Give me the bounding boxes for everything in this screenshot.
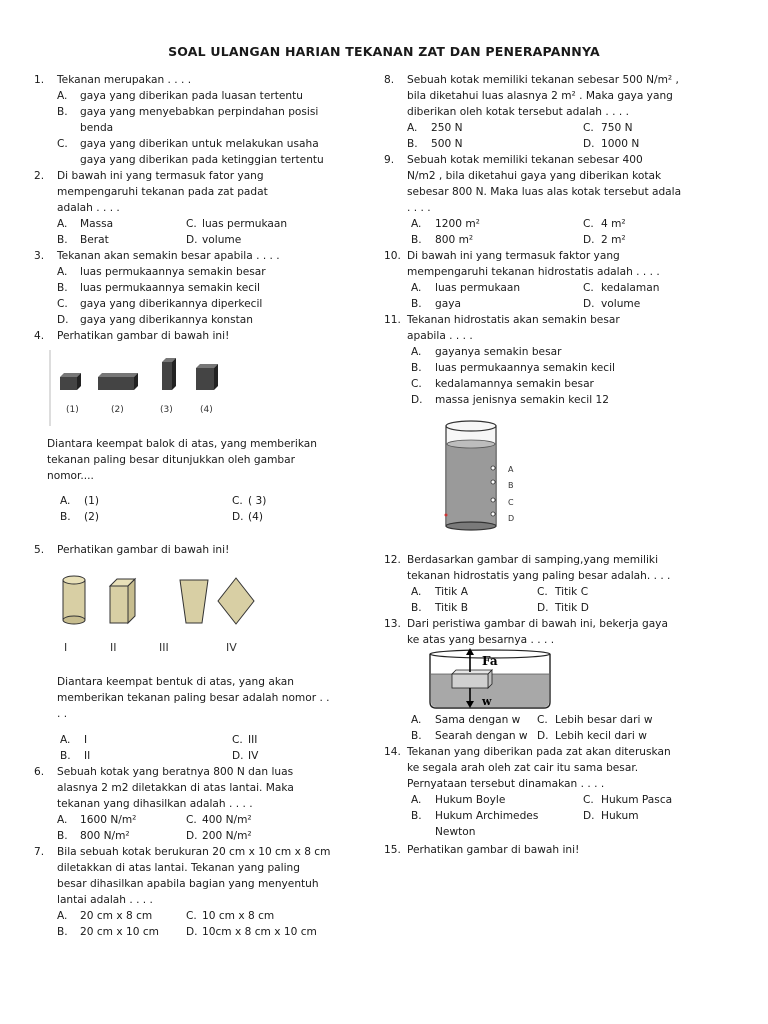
q6-text-1: Sebuah kotak yang beratnya 800 N dan luas <box>57 766 294 778</box>
q11-text-2: apabila . . . . <box>407 330 473 342</box>
q7-text-1: Bila sebuah kotak berukuran 20 cm x 10 cm x 8 cm <box>57 846 331 858</box>
q4-text-2: Diantara keempat balok di atas, yang memberikan <box>47 438 318 450</box>
q3-option-b: luas permukaannya semakin kecil <box>80 282 260 294</box>
q7-option-c: 10 cm x 8 cm <box>202 910 275 922</box>
block-2-icon <box>98 373 138 390</box>
q14-text-3: Pernyataan tersebut dinamakan . . . . <box>407 778 605 790</box>
q3-option-a-letter: A. <box>57 266 68 278</box>
q4-option-b: (2) <box>84 511 100 523</box>
q6-option-b: 800 N/m² <box>80 830 130 842</box>
q6-option-a-letter: A. <box>57 814 68 826</box>
q14-option-c-letter: C. <box>583 794 594 806</box>
q5-shapes-figure <box>50 566 270 660</box>
q9-option-b: 800 m² <box>435 234 474 246</box>
q15-text: Perhatikan gambar di bawah ini! <box>407 844 580 856</box>
q4-option-c: ( 3) <box>248 495 267 507</box>
point-b-dot <box>491 480 495 484</box>
q9-option-d-letter: D. <box>583 234 595 246</box>
q12-number: 12. <box>384 554 401 566</box>
q14-text-1: Tekanan yang diberikan pada zat akan diteruskan <box>407 746 671 758</box>
q4-option-d: (4) <box>248 511 264 523</box>
q13-option-c-letter: C. <box>537 714 548 726</box>
q1-option-b-letter: B. <box>57 106 68 118</box>
q7-option-a: 20 cm x 8 cm <box>80 910 153 922</box>
q9-text-2: N/m2 , bila diketahui gaya yang diberikan kotak <box>407 170 662 182</box>
q4-option-b-letter: B. <box>60 511 71 523</box>
q5-number: 5. <box>34 544 45 556</box>
q14-option-c: Hukum Pasca <box>601 794 673 806</box>
q3-option-c: gaya yang diberikannya diperkecil <box>80 298 263 310</box>
block-4-icon <box>196 364 218 390</box>
q12-option-a-letter: A. <box>411 586 422 598</box>
q2-option-a: Massa <box>80 218 114 230</box>
q1-text: Tekanan merupakan . . . . <box>57 74 192 86</box>
q10-option-d: volume <box>601 298 641 310</box>
q14-option-d-letter: D. <box>583 810 595 822</box>
q2-option-b-letter: B. <box>57 234 68 246</box>
q10-option-c: kedalaman <box>601 282 660 294</box>
q9-option-c-letter: C. <box>583 218 594 230</box>
q10-text-1: Di bawah ini yang termasuk faktor yang <box>407 250 620 262</box>
water-tank-figure <box>438 420 528 532</box>
q6-option-b-letter: B. <box>57 830 68 842</box>
q4-option-a: (1) <box>84 495 100 507</box>
q6-option-d-letter: D. <box>186 830 198 842</box>
q1-option-a-letter: A. <box>57 90 68 102</box>
point-d-dot <box>491 512 495 516</box>
q11-option-c: kedalamannya semakin besar <box>435 378 594 390</box>
q8-option-b: 500 N <box>431 138 463 150</box>
force-fa-label: Fa <box>482 654 498 668</box>
q12-option-c: Titik C <box>555 586 589 598</box>
q2-option-d-letter: D. <box>186 234 198 246</box>
q1-option-c-letter: C. <box>57 138 68 150</box>
q3-option-d: gaya yang diberikannya konstan <box>80 314 253 326</box>
point-a-dot <box>491 466 495 470</box>
q13-option-a-letter: A. <box>411 714 422 726</box>
q13-option-b-letter: B. <box>411 730 422 742</box>
q5-option-d: IV <box>248 750 259 762</box>
q3-option-d-letter: D. <box>57 314 69 326</box>
q10-option-b: gaya <box>435 298 461 310</box>
q9-text-4: . . . . <box>407 202 431 214</box>
q4-text-3: tekanan paling besar ditunjukkan oleh gambar <box>47 454 295 466</box>
q5-option-c-letter: C. <box>232 734 243 746</box>
cuboid-icon <box>110 579 135 623</box>
point-d-label: D <box>508 514 515 523</box>
q8-text-1: Sebuah kotak memiliki tekanan sebesar 500 N/m² , <box>407 74 679 86</box>
q14-option-a-letter: A. <box>411 794 422 806</box>
page-title: SOAL ULANGAN HARIAN TEKANAN ZAT DAN PENERAPANNYA <box>168 44 600 59</box>
q4-number: 4. <box>34 330 45 342</box>
q10-option-c-letter: C. <box>583 282 594 294</box>
q11-option-d: massa jenisnya semakin kecil 12 <box>435 394 610 406</box>
q5-text-3: memberikan tekanan paling besar adalah nomor . . <box>57 692 330 704</box>
q12-text-2: tekanan hidrostatis yang paling besar adalah. . . . <box>407 570 671 582</box>
q3-text: Tekanan akan semakin besar apabila . . . . <box>57 250 280 262</box>
q13-number: 13. <box>384 618 401 630</box>
shape-2-label: II <box>110 641 117 654</box>
q13-option-d-letter: D. <box>537 730 549 742</box>
q9-option-a: 1200 m² <box>435 218 480 230</box>
q5-option-b-letter: B. <box>60 750 71 762</box>
block-1-label: (1) <box>66 405 79 415</box>
q9-number: 9. <box>384 154 395 166</box>
q13-option-c: Lebih besar dari w <box>555 714 653 726</box>
q4-text-4: nomor.... <box>47 470 94 482</box>
q5-option-b: II <box>84 750 91 762</box>
q14-number: 14. <box>384 746 401 758</box>
q7-text-4: lantai adalah . . . . <box>57 894 153 906</box>
q7-option-d-letter: D. <box>186 926 198 938</box>
q9-option-a-letter: A. <box>411 218 422 230</box>
q5-option-c: III <box>248 734 258 746</box>
shape-4-label: IV <box>226 641 237 654</box>
q6-option-a: 1600 N/m² <box>80 814 137 826</box>
q13-option-a: Sama dengan w <box>435 714 521 726</box>
q2-option-c-letter: C. <box>186 218 197 230</box>
q11-option-b-letter: B. <box>411 362 422 374</box>
q6-text-3: tekanan yang dihasilkan adalah . . . . <box>57 798 253 810</box>
q13-option-d: Lebih kecil dari w <box>555 730 647 742</box>
q13-text-1: Dari peristiwa gambar di bawah ini, bekerja gaya <box>407 618 668 630</box>
q8-option-d-letter: D. <box>583 138 595 150</box>
q2-option-a-letter: A. <box>57 218 68 230</box>
q2-text-3: adalah . . . . <box>57 202 120 214</box>
q8-number: 8. <box>384 74 395 86</box>
q7-option-c-letter: C. <box>186 910 197 922</box>
q8-option-b-letter: B. <box>407 138 418 150</box>
q10-text-2: mempengaruhi tekanan hidrostatis adalah . . . . <box>407 266 660 278</box>
q11-option-a: gayanya semakin besar <box>435 346 562 358</box>
q4-text: Perhatikan gambar di bawah ini! <box>57 330 230 342</box>
q6-option-d: 200 N/m² <box>202 830 252 842</box>
q2-text-2: mempengaruhi tekanan pada zat padat <box>57 186 268 198</box>
q11-option-c-letter: C. <box>411 378 422 390</box>
q7-option-b: 20 cm x 10 cm <box>80 926 159 938</box>
q3-option-a: luas permukaannya semakin besar <box>80 266 266 278</box>
q10-number: 10. <box>384 250 401 262</box>
q14-option-b-cont: Newton <box>435 826 476 838</box>
q1-option-b-cont: benda <box>80 122 114 134</box>
q6-text-2: alasnya 2 m2 diletakkan di atas lantai. Maka <box>57 782 294 794</box>
q14-option-d: Hukum <box>601 810 639 822</box>
trapezoid-icon <box>180 580 208 623</box>
q5-option-d-letter: D. <box>232 750 244 762</box>
q3-option-b-letter: B. <box>57 282 68 294</box>
q9-option-b-letter: B. <box>411 234 422 246</box>
q1-option-d: gaya yang diberikan pada ketinggian tertentu <box>80 154 324 166</box>
q1-option-c: gaya yang diberikan untuk melakukan usaha <box>80 138 319 150</box>
q6-number: 6. <box>34 766 45 778</box>
q10-option-b-letter: B. <box>411 298 422 310</box>
q7-option-d: 10cm x 8 cm x 10 cm <box>202 926 317 938</box>
q14-option-b: Hukum Archimedes <box>435 810 539 822</box>
q8-text-3: diberikan oleh kotak tersebut adalah . . . . <box>407 106 629 118</box>
q5-text-2: Diantara keempat bentuk di atas, yang akan <box>57 676 294 688</box>
point-a-label: A <box>508 465 514 474</box>
q2-option-b: Berat <box>80 234 109 246</box>
q3-number: 3. <box>34 250 45 262</box>
q4-option-c-letter: C. <box>232 495 243 507</box>
q8-option-c-letter: C. <box>583 122 594 134</box>
q1-number: 1. <box>34 74 45 86</box>
q9-option-d: 2 m² <box>601 234 626 246</box>
q14-option-b-letter: B. <box>411 810 422 822</box>
weight-w-label: w <box>482 695 492 708</box>
buoyancy-figure <box>428 648 552 712</box>
q2-option-c: luas permukaan <box>202 218 288 230</box>
block-3-icon <box>162 358 176 390</box>
cylinder-icon <box>63 576 85 624</box>
q2-text-1: Di bawah ini yang termasuk fator yang <box>57 170 264 182</box>
q15-number: 15. <box>384 844 401 856</box>
q12-option-d: Titik D <box>555 602 589 614</box>
q8-option-a: 250 N <box>431 122 463 134</box>
q14-option-a: Hukum Boyle <box>435 794 506 806</box>
q10-option-a-letter: A. <box>411 282 422 294</box>
q5-option-a: I <box>84 734 88 746</box>
q8-option-d: 1000 N <box>601 138 640 150</box>
q8-option-a-letter: A. <box>407 122 418 134</box>
q12-text-1: Berdasarkan gambar di samping,yang memiliki <box>407 554 659 566</box>
q12-option-d-letter: D. <box>537 602 549 614</box>
q6-option-c: 400 N/m² <box>202 814 252 826</box>
q2-number: 2. <box>34 170 45 182</box>
q5-option-a-letter: A. <box>60 734 71 746</box>
q10-option-a: luas permukaan <box>435 282 521 294</box>
q13-text-2: ke atas yang besarnya . . . . <box>407 634 555 646</box>
block-1-icon <box>60 373 81 390</box>
q11-option-b: luas permukaannya semakin kecil <box>435 362 615 374</box>
q6-option-c-letter: C. <box>186 814 197 826</box>
q10-option-d-letter: D. <box>583 298 595 310</box>
q4-option-a-letter: A. <box>60 495 71 507</box>
rhombus-icon <box>218 578 254 624</box>
q5-text-4: . . <box>57 708 68 720</box>
q4-blocks-figure <box>48 348 238 428</box>
q9-option-c: 4 m² <box>601 218 626 230</box>
q7-number: 7. <box>34 846 45 858</box>
q7-text-2: diletakkan di atas lantai. Tekanan yang paling <box>57 862 300 874</box>
q11-option-d-letter: D. <box>411 394 423 406</box>
q12-option-c-letter: C. <box>537 586 548 598</box>
q9-text-3: sebesar 800 N. Maka luas alas kotak tersebut adala <box>407 186 682 198</box>
q9-text-1: Sebuah kotak memiliki tekanan sebesar 400 <box>407 154 643 166</box>
point-c-dot <box>491 498 495 502</box>
point-c-label: C <box>508 498 514 507</box>
q1-option-b: gaya yang menyebabkan perpindahan posisi <box>80 106 319 118</box>
shape-3-label: III <box>159 641 169 654</box>
q12-option-a: Titik A <box>435 586 468 598</box>
q1-option-a: gaya yang diberikan pada luasan tertentu <box>80 90 303 102</box>
q8-option-c: 750 N <box>601 122 633 134</box>
q11-number: 11. <box>384 314 401 326</box>
q4-option-d-letter: D. <box>232 511 244 523</box>
q14-text-2: ke segala arah oleh zat cair itu sama besar. <box>407 762 639 774</box>
q11-option-a-letter: A. <box>411 346 422 358</box>
q7-option-a-letter: A. <box>57 910 68 922</box>
q8-text-2: bila diketahui luas alasnya 2 m² . Maka gaya yang <box>407 90 673 102</box>
block-2-label: (2) <box>111 405 124 415</box>
q5-text: Perhatikan gambar di bawah ini! <box>57 544 230 556</box>
block-4-label: (4) <box>200 405 213 415</box>
q12-option-b-letter: B. <box>411 602 422 614</box>
q13-option-b: Searah dengan w <box>435 730 528 742</box>
q7-text-3: besar dihasilkan apabila bagian yang menyentuh <box>57 878 319 890</box>
q7-option-b-letter: B. <box>57 926 68 938</box>
q11-text-1: Tekanan hidrostatis akan semakin besar <box>407 314 620 326</box>
q12-option-b: Titik B <box>435 602 468 614</box>
q2-option-d: volume <box>202 234 242 246</box>
block-3-label: (3) <box>160 405 173 415</box>
point-b-label: B <box>508 481 514 490</box>
q3-option-c-letter: C. <box>57 298 68 310</box>
shape-1-label: I <box>64 641 68 654</box>
